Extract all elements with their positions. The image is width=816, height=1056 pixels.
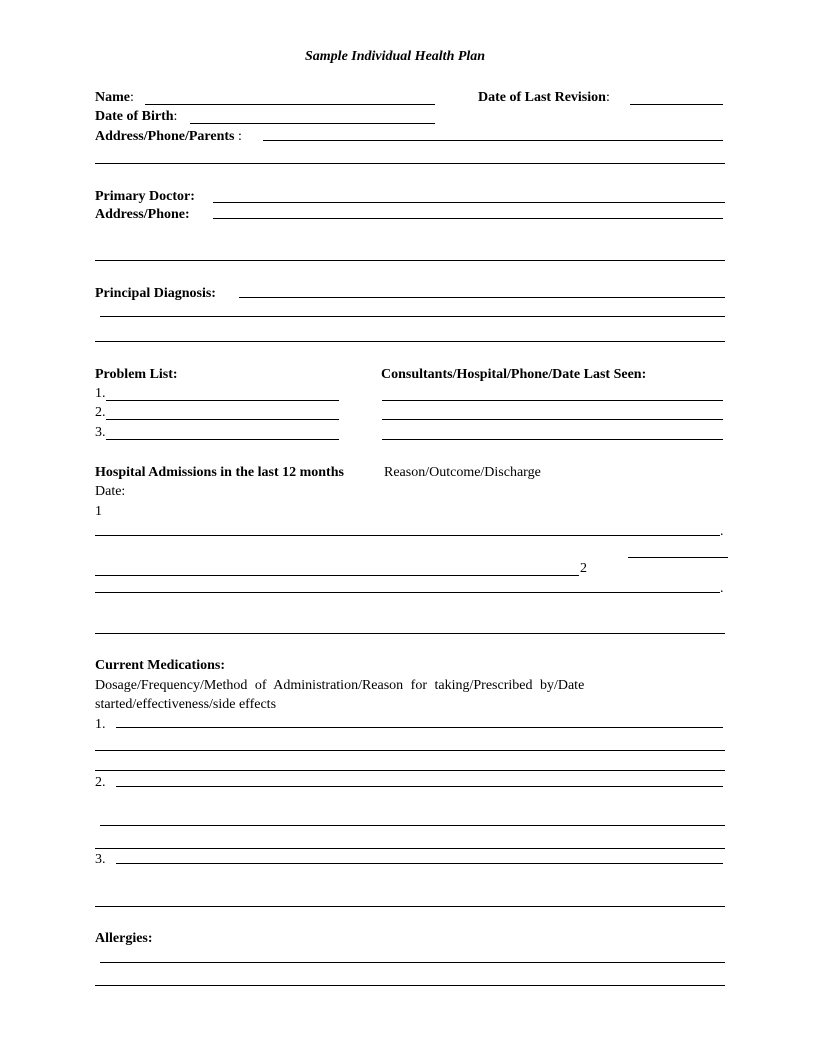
diagnosis-field[interactable] [239, 297, 725, 298]
problem-field-3[interactable] [106, 439, 339, 440]
revision-date-field[interactable] [630, 104, 723, 105]
dob-label: Date of Birth: [95, 109, 178, 124]
reason-outcome-label: Reason/Outcome/Discharge [384, 465, 541, 480]
diagnosis-field-line2[interactable] [100, 316, 725, 317]
problem-list-label: Problem List: [95, 367, 178, 382]
name-field[interactable] [145, 104, 435, 105]
allergies-field-line2[interactable] [95, 985, 725, 986]
hospital-admissions-label: Hospital Admissions in the last 12 months [95, 465, 344, 480]
period-mark: . [720, 581, 724, 596]
primary-doctor-label: Primary Doctor: [95, 189, 195, 204]
revision-label: Date of Last Revision: [478, 90, 610, 105]
problem-item-number: 3. [95, 425, 106, 440]
admission-field-3[interactable] [95, 633, 725, 634]
medication-field-1-line3[interactable] [95, 770, 725, 771]
name-label: Name: [95, 90, 134, 105]
consultant-field-1[interactable] [382, 400, 723, 401]
medication-item-number: 1. [95, 717, 106, 732]
address-parents-label: Address/Phone/Parents : [95, 129, 242, 144]
problem-field-1[interactable] [106, 400, 339, 401]
admission-entry-number: 2 [580, 561, 587, 576]
problem-field-2[interactable] [106, 419, 339, 420]
consultant-field-2[interactable] [382, 419, 723, 420]
admission-field-1[interactable] [95, 535, 720, 536]
medications-label: Current Medications: [95, 658, 225, 673]
doctor-address-label: Address/Phone: [95, 207, 190, 222]
medication-field-2-line3[interactable] [95, 848, 725, 849]
admission-field-2[interactable] [95, 592, 720, 593]
admission-field-2a[interactable] [95, 575, 579, 576]
consultant-field-3[interactable] [382, 439, 723, 440]
primary-doctor-field[interactable] [213, 202, 725, 203]
diagnosis-field-line3[interactable] [95, 341, 725, 342]
allergies-label: Allergies: [95, 931, 153, 946]
medication-item-number: 3. [95, 852, 106, 867]
medication-item-number: 2. [95, 775, 106, 790]
medication-field-3[interactable] [116, 863, 723, 864]
doctor-address-field[interactable] [213, 218, 723, 219]
consultants-label: Consultants/Hospital/Phone/Date Last Seen: [381, 367, 647, 382]
admission-field-1b[interactable] [628, 557, 728, 558]
allergies-field[interactable] [100, 962, 725, 963]
period-mark: . [720, 524, 724, 539]
medications-description-cont: started/effectiveness/side effects [95, 697, 277, 712]
date-label: Date: [95, 484, 126, 499]
medication-field-1[interactable] [116, 727, 723, 728]
diagnosis-label: Principal Diagnosis: [95, 286, 216, 301]
problem-item-number: 2. [95, 405, 106, 420]
admission-entry-number: 1 [95, 504, 102, 519]
medication-field-3-line2[interactable] [95, 906, 725, 907]
problem-item-number: 1. [95, 386, 106, 401]
address-parents-field-line2[interactable] [95, 163, 725, 164]
medications-description: Dosage/Frequency/Method of Administration/Reason for taking/Prescribed by/Date [95, 678, 585, 693]
doctor-address-field-line2[interactable] [95, 260, 725, 261]
address-parents-field[interactable] [263, 140, 723, 141]
medication-field-2[interactable] [116, 786, 723, 787]
page-title: Sample Individual Health Plan [305, 49, 486, 64]
medication-field-1-line2[interactable] [95, 750, 725, 751]
dob-field[interactable] [190, 123, 435, 124]
medication-field-2-line2[interactable] [100, 825, 725, 826]
